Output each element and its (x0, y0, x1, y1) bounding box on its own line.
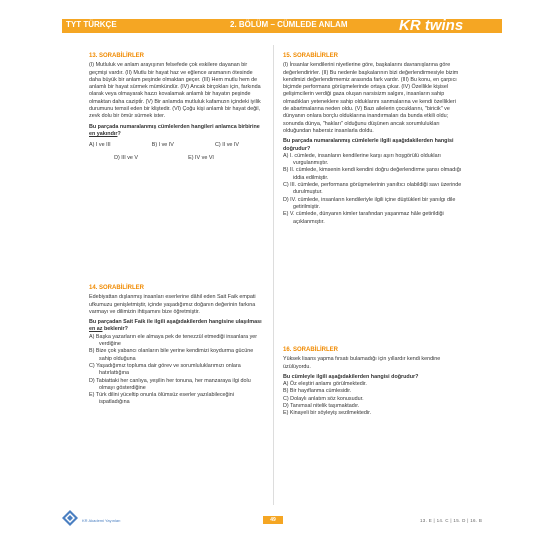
option-b[interactable]: B) II. cümlede, kimsenin kendi kendini doğru değerlendirme şansı olmadığı iddia edilmiştir. (283, 167, 462, 181)
option-d[interactable]: D) III ve V (114, 154, 139, 161)
header-subject: TYT TÜRKÇE (66, 20, 117, 29)
question-14 (89, 285, 264, 407)
question-13 (89, 53, 264, 162)
question-16 (283, 347, 463, 418)
question-15-header: 15. SORABİLİRLER (283, 53, 339, 59)
question-14-header: 14. SORABİLİRLER (89, 285, 145, 291)
question-13-stem: Bu parçada numaralanmış cümlelerden hangileri anlamca birbirine en yakındır? (89, 123, 260, 137)
option-c[interactable]: C) III. cümlede, performans görüşmelerinin yanıltıcı olabildiği savı üzerinde durulmuştur. (283, 182, 462, 196)
column-divider (273, 45, 274, 505)
question-16-stem: Bu cümleyle ilgili aşağıdakilerden hangisi doğrudur? (283, 373, 419, 380)
option-a[interactable]: A) Öz eleştiri anlamı görülmektedir. (283, 381, 367, 388)
header-chapter: 2. BÖLÜM – CÜMLEDE ANLAM (230, 20, 348, 29)
question-13-text: (I) Mutluluk ve anlam arayışının felsefede çok eskilere dayanan bir geçmişi vardır. (II) Mutlu bir hayat haz ve eğlence aramanın ötesinde daha büyük bir anlam peşinde olmaktan geçer. (III) Hem mutlu hem de anlamlı bir hayat sürmek mümkündür. (IV) Ancak birçokları için, farkında olarak veya olmayarak hazzı kovalamak anlamlı bir hayatın peşinde olmaktan daha cazipti̇r. (V) Bir anlamda mutluluk kafamızın içindeki iyilik durumunu temsil eden bir kliştedir. (VI) Çoğu kişi anlamlı bir hayat değil, zevk dolu bir ömür sürmek ister. (89, 62, 261, 120)
question-13-header: 13. SORABİLİRLER (89, 53, 145, 59)
brand-logo-text: KR twins (399, 17, 464, 34)
question-14-stem: Bu parçadan Sait Faik ile ilgili aşağıdakilerden hangisine ulaşılması en az beklenir? (89, 319, 262, 333)
question-16-text: Yüksek lisans yapma fırsatı bulamadığı için yıllardır kendi kendine üzülüyordu. (283, 356, 441, 370)
publisher-name: KR Akademi Yayınları (82, 518, 121, 523)
option-e[interactable]: E) V. cümlede, dünyanın kimler tarafından yaşanmaz hâle getirildiği açıklanmıştır. (283, 211, 444, 225)
question-15-stem: Bu parçada numaralanmış cümlelerle ilgili aşağıdakilerden hangisi doğrudur? (283, 138, 454, 152)
option-c[interactable]: C) Dolaylı anlatım söz konusudur. (283, 395, 364, 402)
option-e[interactable]: E) IV ve VI (188, 154, 214, 161)
option-c[interactable]: C) II ve IV (215, 142, 239, 149)
option-b[interactable]: B) Bir hayıflanma cümlesidir. (283, 388, 352, 395)
option-e[interactable]: E) Kinayeli bir söyleyiş sezilmektedir. (283, 410, 372, 417)
publisher-logo-icon (61, 509, 79, 527)
question-16-header: 16. SORABİLİRLER (283, 347, 339, 353)
brand-logo (397, 15, 477, 35)
page-number: 49 (263, 516, 283, 524)
option-d[interactable]: D) Tabiattaki her canlıya, yeşilin her tonuna, her manzaraya ilgi dolu olmayı gösterdiğine (89, 377, 251, 391)
option-b[interactable]: B) Bize çok yabancı olanların bile yerine kendimizi koydurma gücüne sahip olduğuna (89, 348, 254, 362)
question-13-options-row2 (89, 155, 239, 162)
option-e[interactable]: E) Türk dilini yüceltip onunla ölümsüz eserler yazılabileceğini ispatladığına (89, 392, 234, 406)
answer-codes: 13. E | 14. C | 15. D | 16. B (420, 518, 483, 523)
question-14-text: Edebiyattan dışlanmış insanları eserlerine dâhil eden Sait Faik empati ufkumuzu genişletmiştir, içinde yaşadığımız doğanın değerinin farkına varmayı ve dilimizin ihtişamını bize öğretmiştir. (89, 294, 256, 315)
option-b[interactable]: B) I ve IV (151, 142, 174, 149)
question-13-options-row1 (89, 142, 239, 149)
option-a[interactable]: A) Başka yazarların ele almaya pek de tenezzül etmediği insanlara yer verdiğine (89, 333, 258, 348)
option-c[interactable]: C) Yaşadığımız topluma dair görev ve sorumluluklarımızı onlara hatırlattığına (89, 362, 241, 377)
question-15-text: (I) İnsanlar kendilerini niyetlerine göre, başkalarını davranışlarına göre değerlendirirler. (II) Bu nedenle başkalarının bizi değerlendirmesiyle bizim kendimizi değerlendirmemiz arasında fark vardır. (III) Bu konu, en çarpıcı biçimde performans görüşmelerinde ortaya çıkar. (IV) Özellikle kişisel gelişimcilerin verdiği gaza oluşan narsisizm salgını, insanların sahip olmadıkları yeteneklere sahip olduklarını sanmalarına ve kendi özellikleri de abartmalarına neden oldu. (V) Bazı ailelerin çocuklarını, "biricik" ve dünyanın onlara borçlu olduklarına inandırmaları da bunda etkili oldu; sonunda dünya, "hakları" olduğunu düşünen ancak sorumlulukları olduğundan habersiz insanlarla doldu. (283, 62, 459, 134)
option-d[interactable]: D) Tanımsal nitelik taşımaktadır. (283, 403, 360, 410)
option-a[interactable]: A) I. cümlede, insanların kendilerine karşı aşırı hoşgörülü oldukları vurgulanmıştır. (283, 152, 441, 167)
option-a[interactable]: A) I ve III (89, 142, 111, 149)
question-15 (283, 53, 463, 226)
option-d[interactable]: D) IV. cümlede, insanların kendileriyle ilgili içine düştükleri bir yanılgı dile getirilmiştir. (283, 196, 456, 210)
